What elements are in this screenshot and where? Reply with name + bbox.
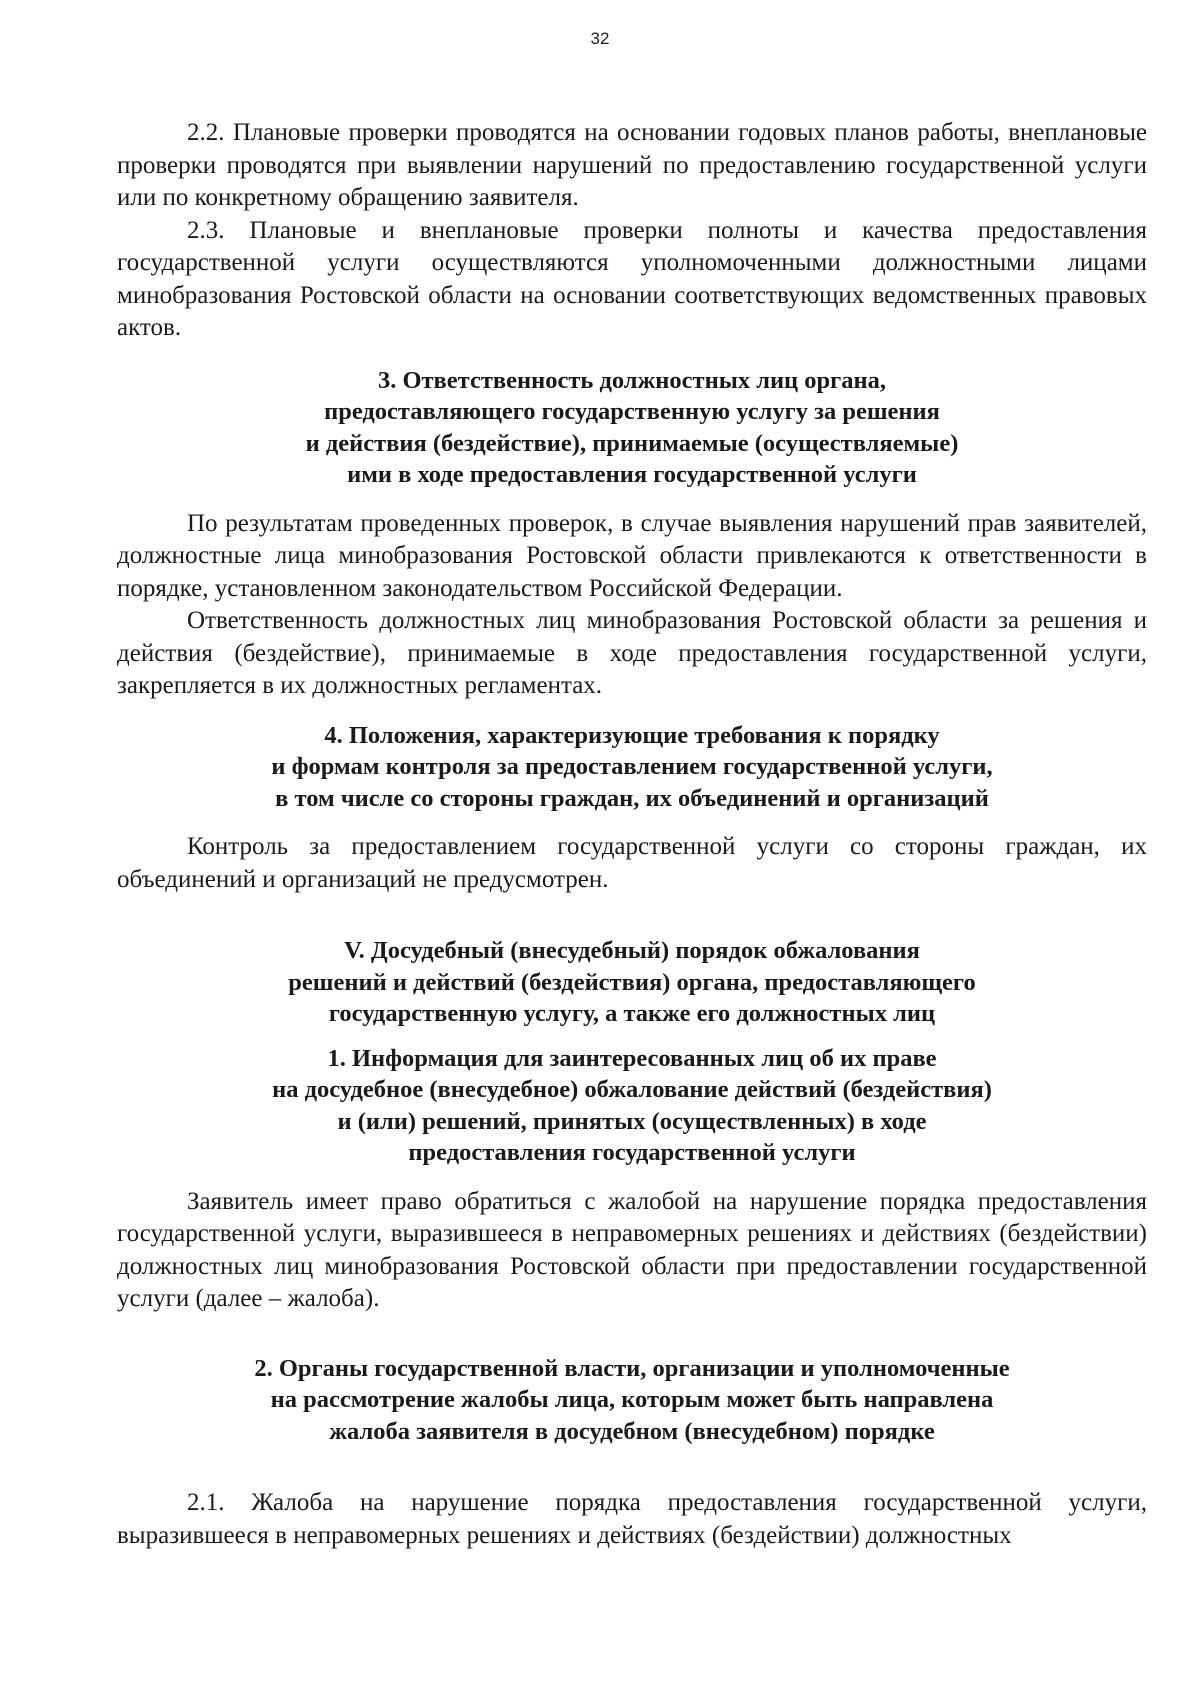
heading-line: и действия (бездействие), принимаемые (осуществляемые) (305, 429, 959, 457)
heading-line: 3. Ответственность должностных лиц органа, (377, 366, 887, 394)
heading-line: на досудебное (внесудебное) обжалование действий (бездействия) (272, 1076, 992, 1103)
heading-line: 2. Органы государственной власти, организации и уполномоченные (254, 1354, 1010, 1382)
paragraph-liability-2: Ответственность должностных лиц минобразования Ростовской области за решения и действия (бездействие), принимаемые в ходе предоставления государственной услуги, закрепляется в их должностных регламентах. (117, 607, 1147, 699)
section-heading-v-2 (117, 1353, 1147, 1448)
heading-line: ими в ходе предоставления государственной услуги (347, 461, 917, 488)
heading-line: и формам контроля за предоставлением государственной услуги, (271, 753, 993, 780)
heading-line: жалоба заявителя в досудебном (внесудебном) порядке (329, 1417, 935, 1445)
section-heading-v-1 (117, 1043, 1147, 1169)
heading-line: государственную услугу, а также его должностных лиц (328, 1000, 936, 1027)
section-heading-3 (117, 365, 1147, 491)
heading-line: 4. Положения, характеризующие требования к порядку (324, 721, 940, 749)
paragraph-control: Контроль за предоставлением государственной услуги со стороны граждан, их объединений и организаций не предусмотрен. (117, 833, 1147, 893)
heading-line: решений и действий (бездействия) органа, предоставляющего (288, 968, 976, 996)
heading-line: и (или) решений, принятых (осуществленных) в ходе (337, 1107, 927, 1135)
heading-line: 1. Информация для заинтересованных лиц об их праве (327, 1044, 937, 1072)
paragraph-2-3: 2.3. Плановые и внеплановые проверки полноты и качества предоставления государственной услуги осуществляются уполномоченными должностными лицами минобразования Ростовской области на основании соответствующих ведомственных правовых актов. (117, 216, 1147, 341)
page-number: 32 (590, 29, 610, 48)
heading-line: V. Досудебный (внесудебный) порядок обжалования (344, 937, 920, 964)
paragraph-2-1: 2.1. Жалоба на нарушение порядка предоставления государственной услуги, выразившееся в неправомерных решениях и действиях (бездействии) должностных (117, 1489, 1147, 1549)
heading-line: в том числе со стороны граждан, их объединений и организаций (275, 784, 989, 812)
heading-line: на рассмотрение жалобы лица, которым может быть направлена (270, 1386, 994, 1413)
section-heading-4 (117, 720, 1147, 815)
heading-line: предоставления государственной услуги (408, 1139, 856, 1166)
heading-line: предоставляющего государственную услугу за решения (324, 398, 940, 425)
document-body (117, 117, 1147, 1552)
paragraph-2-2: 2.2. Плановые проверки проводятся на основании годовых планов работы, внеплановые проверки проводятся при выявлении нарушений по предоставлению государственной услуги или по конкретному обращению заявителя. (117, 119, 1147, 211)
paragraph-complaint-right: Заявитель имеет право обратиться с жалобой на нарушение порядка предоставления государственной услуги, выразившееся в неправомерных решениях и действиях (бездействии) должностных лиц минобразования Ростовской области при предоставлении государственной услуги (далее – жалоба). (117, 1187, 1147, 1312)
paragraph-liability-1: По результатам проведенных проверок, в случае выявления нарушений прав заявителей, должностные лица минобразования Ростовской области привлекаются к ответственности в порядке, установленном законодательством Российской Федерации. (117, 509, 1147, 602)
section-heading-v (117, 935, 1147, 1030)
